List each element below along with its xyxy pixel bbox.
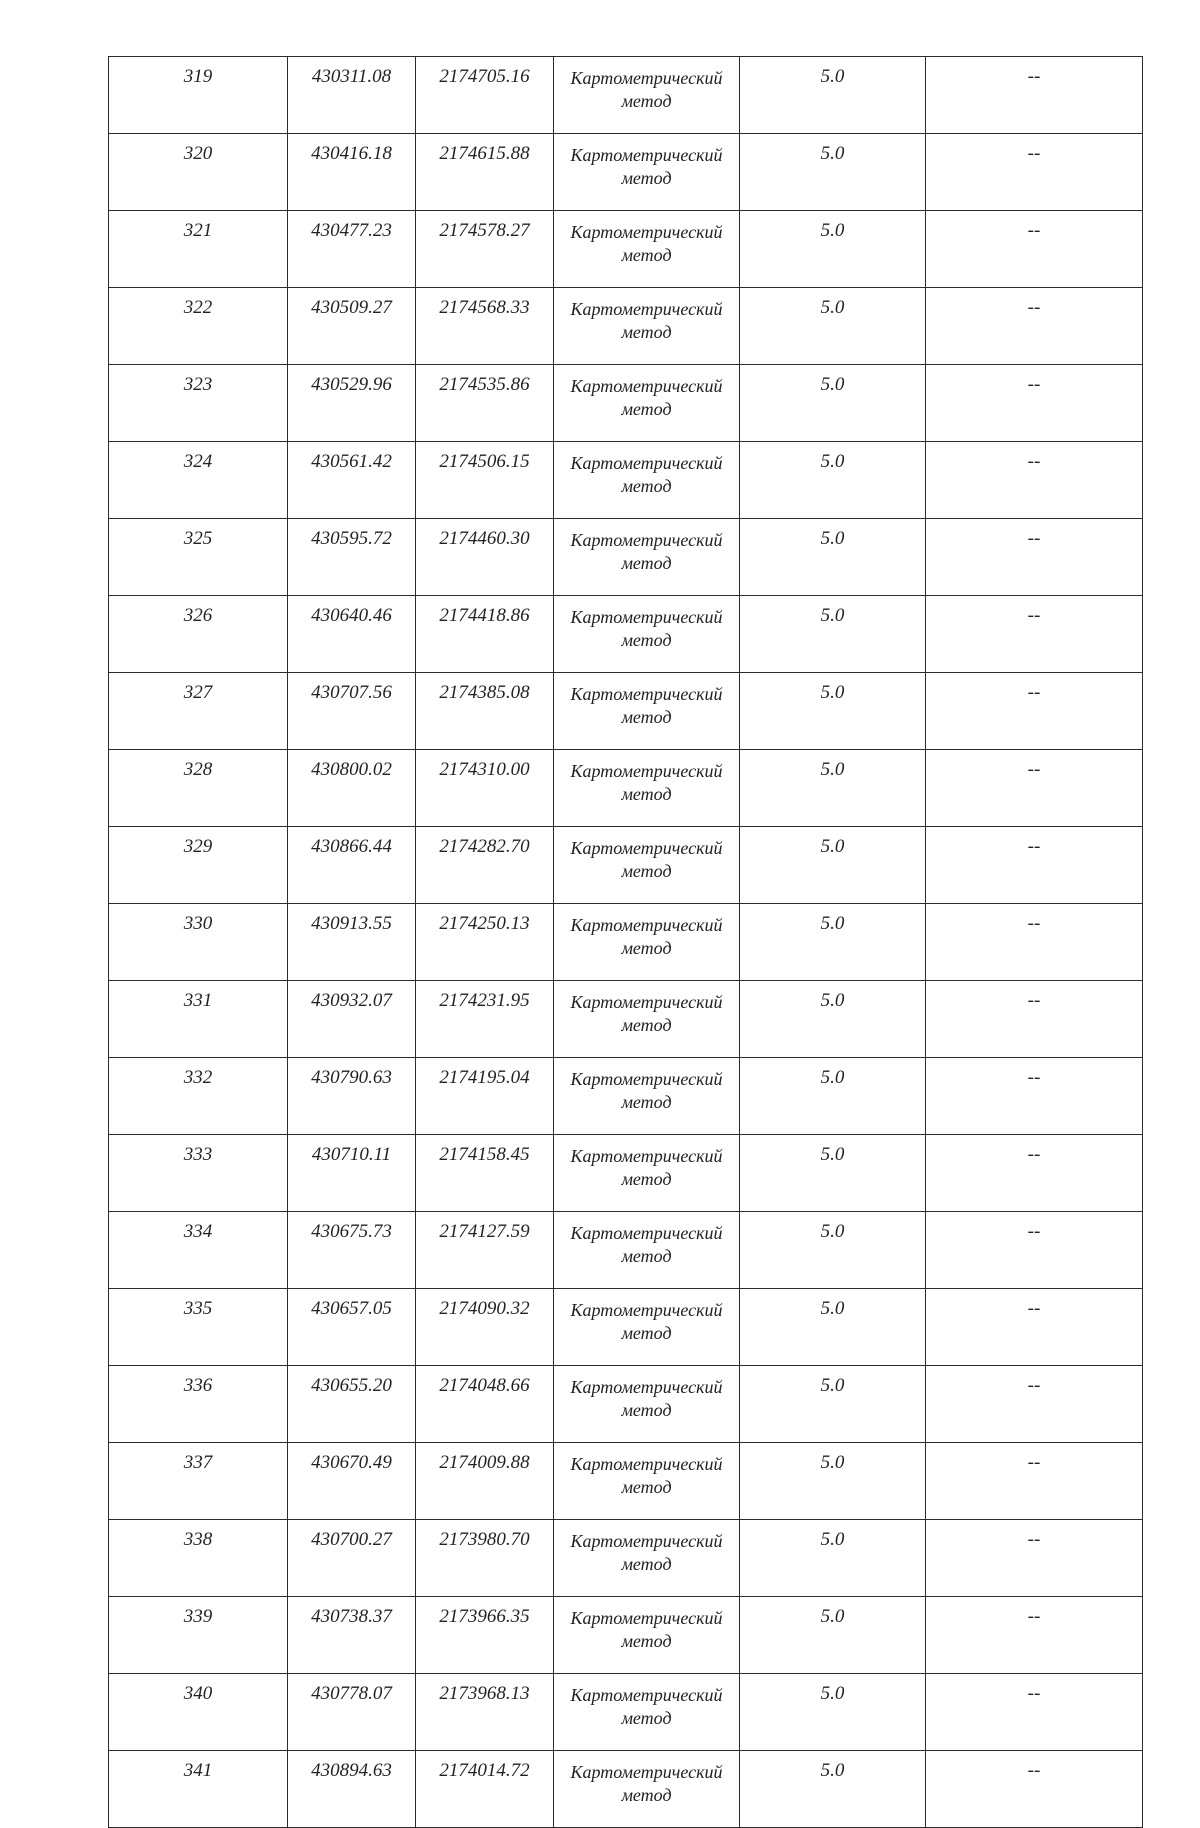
method-cell [554, 1135, 740, 1212]
method-cell [554, 1597, 740, 1674]
method-text-line-1: Картометрический [570, 376, 723, 396]
method-text-line-1: Картометрический [570, 1069, 723, 1089]
method-text-line-2: метод [621, 1708, 672, 1728]
method-text-line-2: метод [621, 91, 672, 111]
table-row [109, 1212, 1143, 1289]
method-text-line-2: метод [621, 1631, 672, 1651]
x-coordinate-cell: 430561.42 [288, 442, 416, 519]
method-cell [554, 365, 740, 442]
y-coordinate-cell: 2173968.13 [416, 1674, 554, 1751]
point-number-cell: 324 [109, 442, 288, 519]
method-cell [554, 596, 740, 673]
point-number-cell: 328 [109, 750, 288, 827]
y-coordinate-cell: 2174282.70 [416, 827, 554, 904]
method-text-line-1: Картометрический [570, 1762, 723, 1782]
method-text-line-2: метод [621, 1246, 672, 1266]
y-coordinate-cell: 2174195.04 [416, 1058, 554, 1135]
x-coordinate-cell: 430640.46 [288, 596, 416, 673]
method-text-line-2: метод [621, 861, 672, 881]
method-text-line-1: Картометрический [570, 530, 723, 550]
accuracy-cell: 5.0 [740, 1520, 926, 1597]
table-row [109, 519, 1143, 596]
method-cell [554, 134, 740, 211]
method-text-line-2: метод [621, 245, 672, 265]
x-coordinate-cell: 430894.63 [288, 1751, 416, 1828]
point-number-cell: 334 [109, 1212, 288, 1289]
method-text-line-1: Картометрический [570, 1685, 723, 1705]
accuracy-cell: 5.0 [740, 1366, 926, 1443]
x-coordinate-cell: 430738.37 [288, 1597, 416, 1674]
method-text-line-2: метод [621, 630, 672, 650]
note-cell: -- [926, 1212, 1143, 1289]
accuracy-cell: 5.0 [740, 442, 926, 519]
method-text-line-2: метод [621, 476, 672, 496]
accuracy-cell: 5.0 [740, 288, 926, 365]
point-number-cell: 330 [109, 904, 288, 981]
y-coordinate-cell: 2174048.66 [416, 1366, 554, 1443]
table-row [109, 1443, 1143, 1520]
note-cell: -- [926, 1135, 1143, 1212]
table-row [109, 750, 1143, 827]
method-cell [554, 827, 740, 904]
coordinates-table [108, 56, 1143, 1828]
table-row [109, 1366, 1143, 1443]
accuracy-cell: 5.0 [740, 57, 926, 134]
point-number-cell: 321 [109, 211, 288, 288]
table-row [109, 1597, 1143, 1674]
x-coordinate-cell: 430416.18 [288, 134, 416, 211]
accuracy-cell: 5.0 [740, 1058, 926, 1135]
accuracy-cell: 5.0 [740, 596, 926, 673]
note-cell: -- [926, 750, 1143, 827]
method-text-line-1: Картометрический [570, 915, 723, 935]
method-text-line-2: метод [621, 1554, 672, 1574]
point-number-cell: 339 [109, 1597, 288, 1674]
x-coordinate-cell: 430700.27 [288, 1520, 416, 1597]
table-row [109, 827, 1143, 904]
note-cell: -- [926, 1366, 1143, 1443]
table-row [109, 1289, 1143, 1366]
point-number-cell: 326 [109, 596, 288, 673]
accuracy-cell: 5.0 [740, 981, 926, 1058]
method-cell [554, 442, 740, 519]
method-text-line-2: метод [621, 1400, 672, 1420]
y-coordinate-cell: 2174014.72 [416, 1751, 554, 1828]
method-text-line-2: метод [621, 1477, 672, 1497]
y-coordinate-cell: 2174127.59 [416, 1212, 554, 1289]
x-coordinate-cell: 430913.55 [288, 904, 416, 981]
table-row [109, 1520, 1143, 1597]
note-cell: -- [926, 1443, 1143, 1520]
x-coordinate-cell: 430477.23 [288, 211, 416, 288]
point-number-cell: 327 [109, 673, 288, 750]
y-coordinate-cell: 2174231.95 [416, 981, 554, 1058]
note-cell: -- [926, 827, 1143, 904]
method-cell [554, 904, 740, 981]
table-row [109, 288, 1143, 365]
accuracy-cell: 5.0 [740, 1289, 926, 1366]
method-text-line-2: метод [621, 1323, 672, 1343]
y-coordinate-cell: 2174535.86 [416, 365, 554, 442]
table-row [109, 442, 1143, 519]
accuracy-cell: 5.0 [740, 134, 926, 211]
method-text-line-1: Картометрический [570, 1146, 723, 1166]
y-coordinate-cell: 2174460.30 [416, 519, 554, 596]
y-coordinate-cell: 2174578.27 [416, 211, 554, 288]
x-coordinate-cell: 430670.49 [288, 1443, 416, 1520]
method-cell [554, 1674, 740, 1751]
y-coordinate-cell: 2174506.15 [416, 442, 554, 519]
point-number-cell: 325 [109, 519, 288, 596]
method-text-line-1: Картометрический [570, 68, 723, 88]
method-text-line-1: Картометрический [570, 453, 723, 473]
method-text-line-1: Картометрический [570, 1608, 723, 1628]
table-row [109, 904, 1143, 981]
accuracy-cell: 5.0 [740, 1212, 926, 1289]
coordinates-table-body [109, 57, 1143, 1828]
accuracy-cell: 5.0 [740, 1443, 926, 1520]
x-coordinate-cell: 430509.27 [288, 288, 416, 365]
method-text-line-1: Картометрический [570, 222, 723, 242]
accuracy-cell: 5.0 [740, 904, 926, 981]
table-row [109, 1135, 1143, 1212]
method-text-line-2: метод [621, 553, 672, 573]
method-text-line-2: метод [621, 322, 672, 342]
note-cell: -- [926, 596, 1143, 673]
method-cell [554, 1289, 740, 1366]
method-text-line-1: Картометрический [570, 1454, 723, 1474]
accuracy-cell: 5.0 [740, 1135, 926, 1212]
note-cell: -- [926, 442, 1143, 519]
x-coordinate-cell: 430311.08 [288, 57, 416, 134]
point-number-cell: 331 [109, 981, 288, 1058]
method-text-line-1: Картометрический [570, 145, 723, 165]
accuracy-cell: 5.0 [740, 1674, 926, 1751]
note-cell: -- [926, 134, 1143, 211]
point-number-cell: 338 [109, 1520, 288, 1597]
x-coordinate-cell: 430800.02 [288, 750, 416, 827]
note-cell: -- [926, 1058, 1143, 1135]
point-number-cell: 340 [109, 1674, 288, 1751]
method-text-line-2: метод [621, 1015, 672, 1035]
method-cell [554, 1443, 740, 1520]
x-coordinate-cell: 430778.07 [288, 1674, 416, 1751]
point-number-cell: 335 [109, 1289, 288, 1366]
method-text-line-2: метод [621, 938, 672, 958]
y-coordinate-cell: 2174385.08 [416, 673, 554, 750]
y-coordinate-cell: 2173966.35 [416, 1597, 554, 1674]
x-coordinate-cell: 430932.07 [288, 981, 416, 1058]
point-number-cell: 341 [109, 1751, 288, 1828]
note-cell: -- [926, 519, 1143, 596]
note-cell: -- [926, 211, 1143, 288]
point-number-cell: 323 [109, 365, 288, 442]
method-cell [554, 750, 740, 827]
y-coordinate-cell: 2174705.16 [416, 57, 554, 134]
table-row [109, 57, 1143, 134]
table-row [109, 1751, 1143, 1828]
table-row [109, 981, 1143, 1058]
method-cell [554, 519, 740, 596]
x-coordinate-cell: 430657.05 [288, 1289, 416, 1366]
accuracy-cell: 5.0 [740, 519, 926, 596]
method-text-line-1: Картометрический [570, 992, 723, 1012]
method-text-line-1: Картометрический [570, 838, 723, 858]
x-coordinate-cell: 430529.96 [288, 365, 416, 442]
method-text-line-1: Картометрический [570, 1377, 723, 1397]
method-text-line-1: Картометрический [570, 1300, 723, 1320]
point-number-cell: 329 [109, 827, 288, 904]
point-number-cell: 337 [109, 1443, 288, 1520]
note-cell: -- [926, 904, 1143, 981]
method-text-line-2: метод [621, 1785, 672, 1805]
method-cell [554, 1751, 740, 1828]
table-row [109, 673, 1143, 750]
method-text-line-1: Картометрический [570, 684, 723, 704]
note-cell: -- [926, 1597, 1143, 1674]
method-text-line-1: Картометрический [570, 761, 723, 781]
method-cell [554, 1520, 740, 1597]
table-row [109, 365, 1143, 442]
point-number-cell: 320 [109, 134, 288, 211]
x-coordinate-cell: 430866.44 [288, 827, 416, 904]
table-row [109, 134, 1143, 211]
method-cell [554, 1366, 740, 1443]
note-cell: -- [926, 1751, 1143, 1828]
method-cell [554, 981, 740, 1058]
accuracy-cell: 5.0 [740, 211, 926, 288]
point-number-cell: 336 [109, 1366, 288, 1443]
table-row [109, 596, 1143, 673]
accuracy-cell: 5.0 [740, 365, 926, 442]
point-number-cell: 319 [109, 57, 288, 134]
y-coordinate-cell: 2174568.33 [416, 288, 554, 365]
note-cell: -- [926, 1520, 1143, 1597]
method-cell [554, 673, 740, 750]
accuracy-cell: 5.0 [740, 750, 926, 827]
point-number-cell: 333 [109, 1135, 288, 1212]
note-cell: -- [926, 1674, 1143, 1751]
method-cell [554, 1212, 740, 1289]
x-coordinate-cell: 430790.63 [288, 1058, 416, 1135]
method-text-line-2: метод [621, 707, 672, 727]
accuracy-cell: 5.0 [740, 827, 926, 904]
note-cell: -- [926, 365, 1143, 442]
y-coordinate-cell: 2174158.45 [416, 1135, 554, 1212]
note-cell: -- [926, 288, 1143, 365]
method-text-line-1: Картометрический [570, 299, 723, 319]
method-cell [554, 211, 740, 288]
method-cell [554, 1058, 740, 1135]
x-coordinate-cell: 430707.56 [288, 673, 416, 750]
accuracy-cell: 5.0 [740, 1751, 926, 1828]
method-cell [554, 288, 740, 365]
note-cell: -- [926, 981, 1143, 1058]
accuracy-cell: 5.0 [740, 1597, 926, 1674]
note-cell: -- [926, 673, 1143, 750]
y-coordinate-cell: 2174615.88 [416, 134, 554, 211]
method-text-line-2: метод [621, 1169, 672, 1189]
x-coordinate-cell: 430675.73 [288, 1212, 416, 1289]
y-coordinate-cell: 2174090.32 [416, 1289, 554, 1366]
point-number-cell: 332 [109, 1058, 288, 1135]
coordinates-document [108, 56, 1142, 1828]
y-coordinate-cell: 2174310.00 [416, 750, 554, 827]
table-row [109, 1058, 1143, 1135]
accuracy-cell: 5.0 [740, 673, 926, 750]
table-row [109, 1674, 1143, 1751]
table-row [109, 211, 1143, 288]
method-text-line-1: Картометрический [570, 1223, 723, 1243]
y-coordinate-cell: 2174418.86 [416, 596, 554, 673]
method-cell [554, 57, 740, 134]
point-number-cell: 322 [109, 288, 288, 365]
x-coordinate-cell: 430655.20 [288, 1366, 416, 1443]
method-text-line-2: метод [621, 399, 672, 419]
method-text-line-2: метод [621, 1092, 672, 1112]
method-text-line-2: метод [621, 784, 672, 804]
x-coordinate-cell: 430710.11 [288, 1135, 416, 1212]
y-coordinate-cell: 2174009.88 [416, 1443, 554, 1520]
x-coordinate-cell: 430595.72 [288, 519, 416, 596]
method-text-line-1: Картометрический [570, 1531, 723, 1551]
method-text-line-1: Картометрический [570, 607, 723, 627]
y-coordinate-cell: 2174250.13 [416, 904, 554, 981]
note-cell: -- [926, 1289, 1143, 1366]
y-coordinate-cell: 2173980.70 [416, 1520, 554, 1597]
note-cell: -- [926, 57, 1143, 134]
method-text-line-2: метод [621, 168, 672, 188]
